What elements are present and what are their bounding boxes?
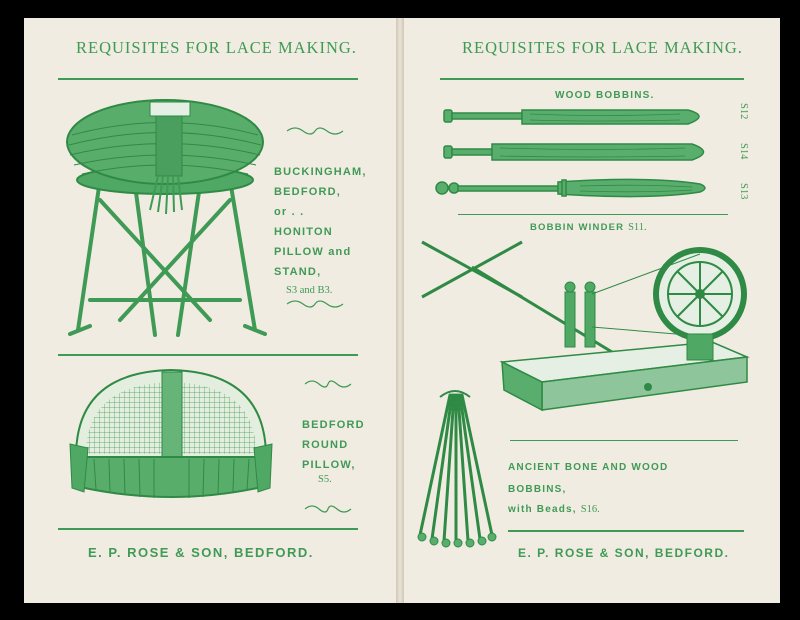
label-line: HONITON [274,226,333,238]
pillow-and-stand-illustration [60,90,270,345]
wood-bobbins-title: WOOD BOBBINS. [555,90,655,101]
ornament-flourish-icon [285,125,345,137]
label-line: PILLOW, [302,459,356,471]
label-line: ROUND [302,439,349,451]
round-pillow-illustration [64,362,279,512]
left-middle-rule [58,354,358,356]
ancient-bobbins-line1: ANCIENT BONE AND WOOD [508,462,669,473]
right-footer-rule [508,530,744,532]
bobbins-rule [458,214,728,215]
bobbin-code-s14: S14 [738,143,749,160]
pillow-stand-catalog-code: S3 and B3. [286,285,333,296]
bobbin-code-s12: S12 [738,103,749,120]
label-line: or . . [274,206,305,218]
ornament-flourish-icon [285,298,345,310]
ancient-bobbins-illustration [410,385,500,550]
bobbin-winder-title-text: BOBBIN WINDER [530,222,625,233]
left-footer-rule [58,528,358,530]
label-line: STAND, [274,266,322,278]
ancient-bobbins-top-rule [510,440,738,441]
pillow-stand-label [274,162,367,282]
label-line: BUCKINGHAM, [274,166,367,178]
ancient-bobbins-code: S16. [580,504,600,515]
ancient-bobbins-line3 [508,500,600,520]
label-line: PILLOW and [274,246,352,258]
book-spine [396,18,404,603]
right-page-header: REQUISITES FOR LACE MAKING. [462,38,743,57]
label-line: BEDFORD, [274,186,342,198]
left-page-footer: E. P. ROSE & SON, BEDFORD. [88,545,314,560]
ornament-flourish-icon [303,378,353,390]
left-page-header: REQUISITES FOR LACE MAKING. [76,38,357,57]
left-header-rule [58,78,358,80]
wood-bobbins-illustration [430,100,730,212]
bobbin-code-s13: S13 [738,183,749,200]
ancient-bobbins-line2: BOBBINS, [508,484,567,495]
bobbin-winder-code: S11. [628,222,647,233]
ancient-bobbins-line3-text: with Beads, [508,504,577,515]
right-header-rule [440,78,744,80]
round-pillow-label [302,415,365,475]
round-pillow-catalog-code: S5. [318,474,332,485]
ornament-flourish-icon [303,503,353,515]
label-line: BEDFORD [302,419,365,431]
right-page-footer: E. P. ROSE & SON, BEDFORD. [518,546,730,560]
